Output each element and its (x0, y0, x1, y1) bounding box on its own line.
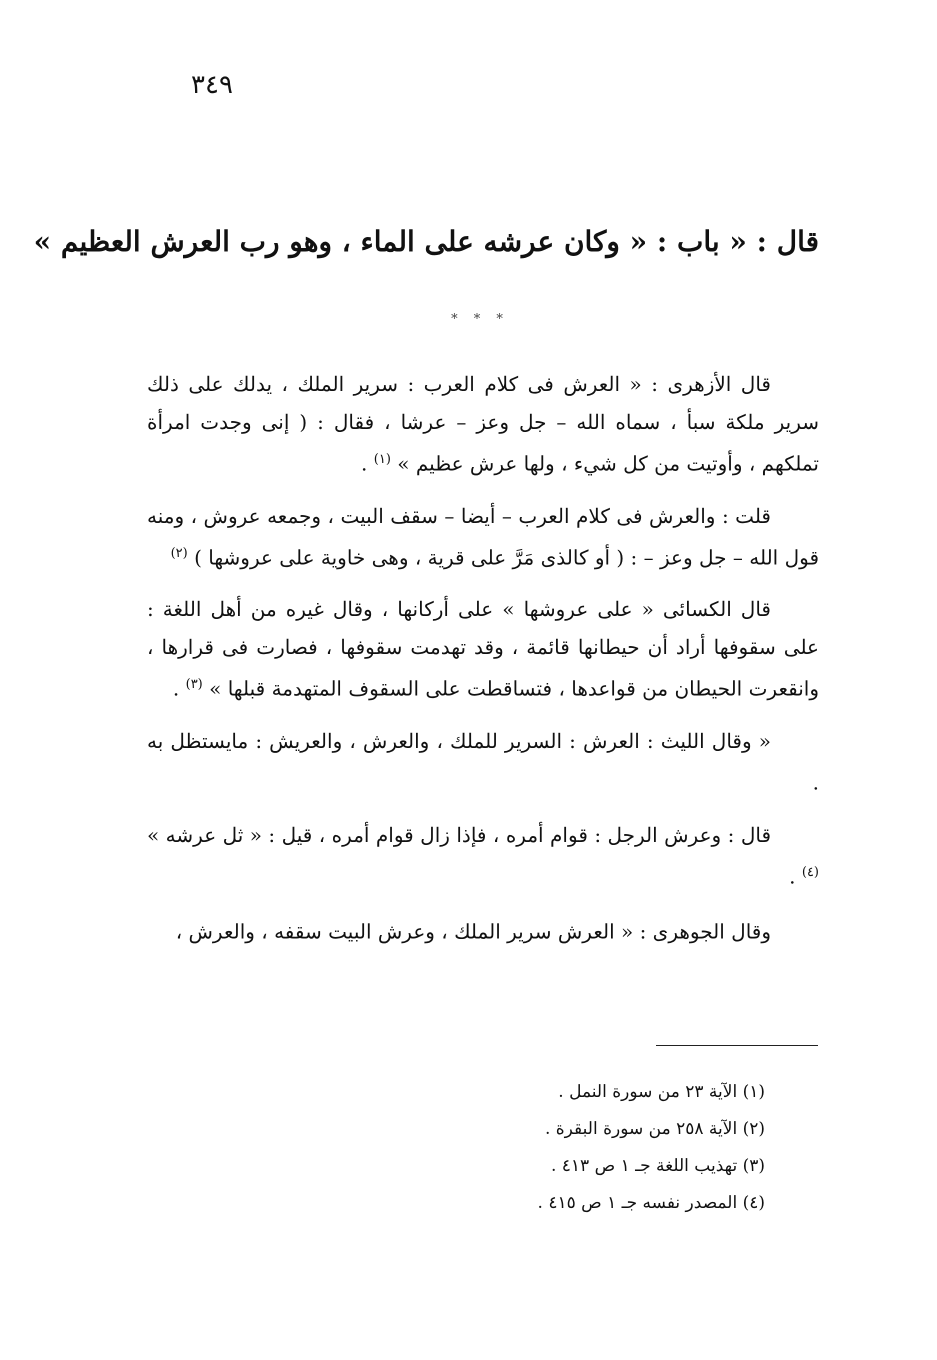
footnote-reference: (١) (373, 452, 391, 467)
footnotes-list (365, 1074, 765, 1222)
paragraph (147, 816, 819, 896)
paragraph-tail: . (361, 451, 374, 476)
footnote: (٣) تهذيب اللغة جـ ١ ص ٤١٣ . (550, 1156, 765, 1176)
footnote: (٤) المصدر نفسه جـ ١ ص ٤١٥ . (537, 1193, 765, 1213)
paragraph-text: قال الأزهرى : « العرش فى كلام العرب : سرير الملك ، يدلك على ذلك سرير ملكة سبأ ، سماه الله – جل وعز – عرشا ، فقال : ( إنى وجدت امرأة تملكهم ، وأوتيت من كل شيء ، ولها عرش عظيم » (147, 372, 819, 476)
paragraph (147, 365, 819, 483)
paragraph (147, 722, 819, 802)
chapter-title: قال : « باب : « وكان عرشه على الماء ، وهو رب العرش العظيم » (33, 225, 819, 258)
page-number: ٣٤٩ (191, 70, 233, 100)
paragraph-text: قال : وعرش الرجل : قوام أمره ، فإذا زال قوام أمره ، قيل : « ثل عرشه » (147, 822, 771, 847)
footnote-divider (656, 1045, 818, 1046)
paragraph-text: وقال الجوهرى : « العرش سرير الملك ، وعرش البيت سقفه ، والعرش ، (175, 919, 771, 944)
paragraph (147, 497, 819, 577)
paragraph-text: قلت : والعرش فى كلام العرب – أيضا – سقف البيت ، وجمعه عروش ، ومنه قول الله – جل وعز – : ( أو كالذى مَرَّ على قرية ، وهى خاوية على عروشها ) (147, 503, 819, 570)
paragraph-tail: . (172, 676, 186, 701)
paragraph (147, 590, 819, 708)
section-ornament: * * * (451, 312, 509, 327)
paragraph (147, 909, 819, 951)
paragraph-text: « وقال الليث : العرش : السرير للملك ، والعرش ، والعريش : مايستظل به . (147, 728, 819, 795)
body-text (147, 365, 819, 965)
footnote: (٢) الآية ٢٥٨ من سورة البقرة . (544, 1119, 765, 1139)
footnote-reference: (٢) (170, 545, 188, 561)
paragraph-text: قال الكسائى « على عروشها » على أركانها ، وقال غيره من أهل اللغة : على سقوفها أراد أن حيطانها قائمة ، وقد تهدمت سقوفها ، فصارت فى قرارها ، وانقعرت الحيطان من قواعدها ، فتساقطت على السقوف المتهدمة قبلها » (147, 597, 819, 701)
footnote-reference: (٤) (801, 864, 819, 880)
paragraph-tail: . (789, 864, 802, 889)
footnote: (١) الآية ٢٣ من سورة النمل . (558, 1082, 765, 1102)
footnote-reference: (٣) (185, 677, 203, 693)
